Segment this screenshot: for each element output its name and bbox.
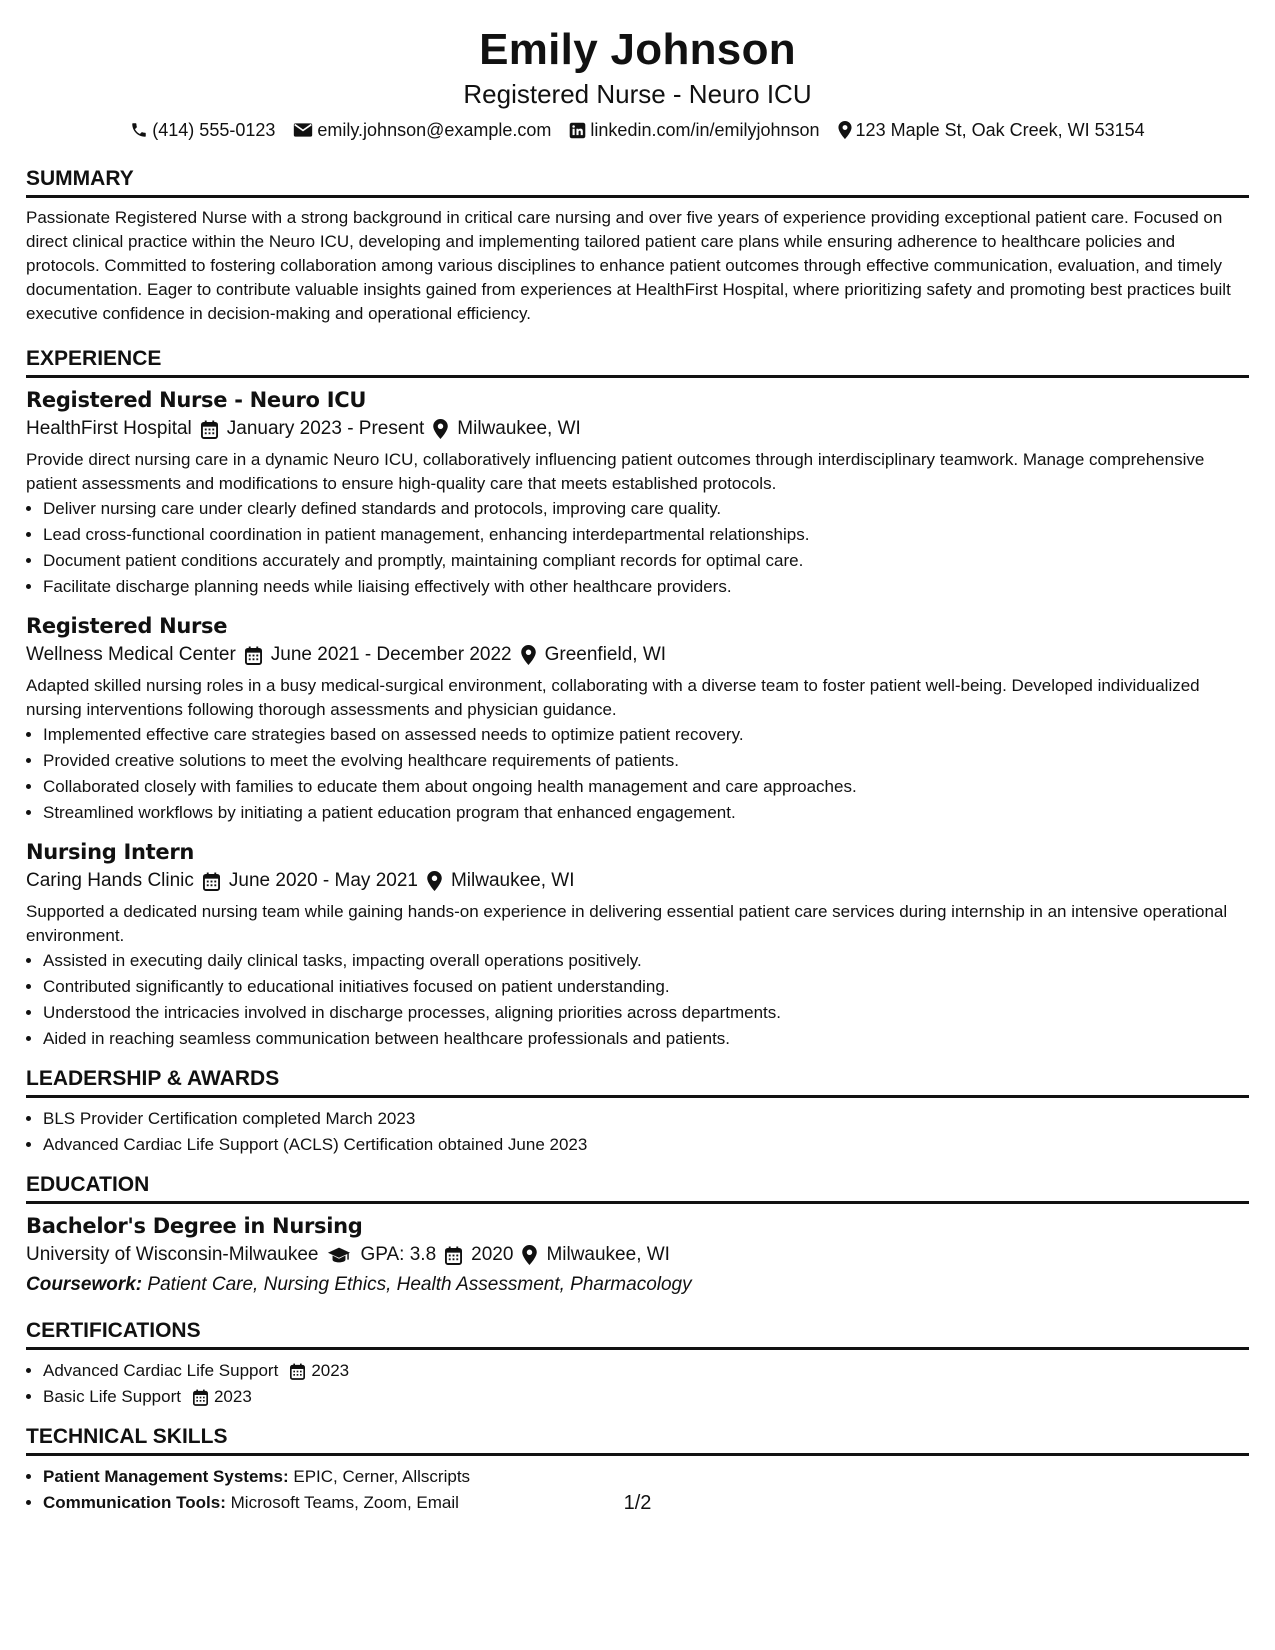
section-title-summary: SUMMARY bbox=[26, 166, 1249, 198]
map-pin-icon bbox=[427, 871, 442, 891]
job-location: Milwaukee, WI bbox=[450, 870, 575, 891]
job-meta bbox=[26, 866, 1249, 896]
job-description: Provide direct nursing care in a dynamic Neuro ICU, collaboratively influencing patient outcomes through interdisciplinary teamwork. Manage comprehensive patient assessments and modifications to ensure high-quality care that meets established protocols. bbox=[26, 450, 1205, 493]
job-bullets bbox=[26, 496, 1249, 600]
section-title-certifications: CERTIFICATIONS bbox=[26, 1318, 1249, 1350]
gpa-text: GPA: 3.8 bbox=[360, 1244, 437, 1265]
job-bullets bbox=[26, 722, 1249, 826]
list-item: • Facilitate discharge planning needs while liaising effectively with other healthcare providers. bbox=[43, 574, 1249, 600]
contact-linkedin[interactable] bbox=[569, 118, 819, 142]
coursework-label: Coursework: bbox=[26, 1274, 143, 1295]
list-item: • BLS Provider Certification completed March 2023 bbox=[43, 1106, 1249, 1132]
job-title: Registered Nurse - Neuro ICU bbox=[26, 388, 367, 412]
calendar-icon bbox=[203, 872, 220, 891]
address-text: 123 Maple St, Oak Creek, WI 53154 bbox=[855, 120, 1145, 140]
graduation-year: 2020 bbox=[471, 1244, 514, 1265]
summary-section bbox=[26, 166, 1249, 326]
list-item bbox=[43, 1464, 1249, 1490]
contact-bar bbox=[0, 118, 1275, 142]
linkedin-icon bbox=[569, 122, 586, 139]
linkedin-text[interactable]: linkedin.com/in/emilyjohnson bbox=[590, 120, 820, 140]
candidate-name: Emily Johnson bbox=[479, 25, 796, 74]
job-description: Supported a dedicated nursing team while gaining hands-on experience in delivering essential patient care services during internship in an intensive operational environment. bbox=[26, 902, 1228, 945]
map-pin-icon bbox=[522, 1245, 537, 1265]
job-description: Adapted skilled nursing roles in a busy medical-surgical environment, collaborating with a diverse team to foster patient well-being. Developed individualized nursing interventions following thorough assessments and physician guidance. bbox=[26, 676, 1200, 719]
candidate-headline: Registered Nurse - Neuro ICU bbox=[463, 79, 812, 109]
calendar-icon bbox=[201, 420, 218, 439]
list-item: • Contributed significantly to educational initiatives focused on patient understanding. bbox=[43, 974, 1249, 1000]
employer-name: Caring Hands Clinic bbox=[26, 870, 194, 891]
awards-section bbox=[26, 1066, 1249, 1158]
email-text[interactable]: emily.johnson@example.com bbox=[317, 120, 552, 140]
job-title: Nursing Intern bbox=[26, 840, 195, 864]
list-item: • Aided in reaching seamless communication between healthcare professionals and patients. bbox=[43, 1026, 1249, 1052]
school-location: Milwaukee, WI bbox=[546, 1244, 670, 1265]
coursework-text: Patient Care, Nursing Ethics, Health Assessment, Pharmacology bbox=[147, 1274, 692, 1295]
list-item: • Assisted in executing daily clinical tasks, impacting overall operations positively. bbox=[43, 948, 1249, 974]
calendar-icon bbox=[290, 1363, 305, 1380]
phone-icon bbox=[130, 121, 148, 139]
list-item: • Streamlined workflows by initiating a patient education program that enhanced engagement. bbox=[43, 800, 1249, 826]
summary-text: Passionate Registered Nurse with a strong background in critical care nursing and over five years of experience providing exceptional patient care. Focused on direct clinical practice within the Neuro ICU, developing and implementing tailored patient care plans while ensuring adherence to healthcare policies and protocols. Committed to fostering collaboration among various disciplines to enhance patient outcomes through effective communication, evaluation, and timely documentation. Eager to contribute valuable insights gained from experiences at HealthFirst Hospital, where prioritizing safety and promoting best practices built executive confidence in decision-making and operational efficiency. bbox=[26, 208, 1231, 323]
contact-phone bbox=[130, 118, 275, 142]
job-bullets bbox=[26, 948, 1249, 1052]
list-item: • Deliver nursing care under clearly defined standards and protocols, improving care quality. bbox=[43, 496, 1249, 522]
job-dates: January 2023 - Present bbox=[226, 418, 425, 439]
job-location: Greenfield, WI bbox=[544, 644, 667, 665]
experience-section bbox=[26, 346, 1249, 1052]
experience-entry bbox=[26, 612, 1249, 826]
cert-year: 2023 bbox=[311, 1361, 350, 1380]
job-title: Registered Nurse bbox=[26, 614, 228, 638]
coursework-line bbox=[26, 1270, 1249, 1300]
degree-title: Bachelor's Degree in Nursing bbox=[26, 1214, 363, 1238]
experience-entry bbox=[26, 386, 1249, 600]
job-dates: June 2021 - December 2022 bbox=[270, 644, 512, 665]
page-number: 1/2 bbox=[623, 1492, 652, 1514]
phone-text: (414) 555-0123 bbox=[152, 120, 276, 140]
list-item: • Document patient conditions accurately and promptly, maintaining compliant records for optimal care. bbox=[43, 548, 1249, 574]
list-item: • Implemented effective care strategies based on assessed needs to optimize patient recovery. bbox=[43, 722, 1249, 748]
list-item bbox=[43, 1358, 1249, 1384]
skill-label: Communication Tools: bbox=[43, 1493, 226, 1512]
school-name: University of Wisconsin-Milwaukee bbox=[26, 1244, 319, 1265]
certifications-list bbox=[26, 1358, 1249, 1410]
skill-label: Patient Management Systems: bbox=[43, 1467, 289, 1486]
map-pin-icon bbox=[838, 121, 852, 139]
cert-name: • Advanced Cardiac Life Support bbox=[43, 1361, 279, 1380]
section-title-skills: TECHNICAL SKILLS bbox=[26, 1424, 1249, 1456]
list-item: • Advanced Cardiac Life Support (ACLS) Certification obtained June 2023 bbox=[43, 1132, 1249, 1158]
cert-year: 2023 bbox=[213, 1387, 252, 1406]
calendar-icon bbox=[445, 1246, 462, 1265]
awards-list bbox=[26, 1106, 1249, 1158]
section-title-education: EDUCATION bbox=[26, 1172, 1249, 1204]
resume-header bbox=[0, 0, 1275, 142]
certifications-section bbox=[26, 1318, 1249, 1410]
list-item bbox=[43, 1384, 1249, 1410]
section-title-experience: EXPERIENCE bbox=[26, 346, 1249, 378]
map-pin-icon bbox=[521, 645, 536, 665]
employer-name: HealthFirst Hospital bbox=[26, 418, 192, 439]
employer-name: Wellness Medical Center bbox=[26, 644, 236, 665]
job-dates: June 2020 - May 2021 bbox=[228, 870, 418, 891]
list-item: • Understood the intricacies involved in discharge processes, aligning priorities across departments. bbox=[43, 1000, 1249, 1026]
experience-entry bbox=[26, 838, 1249, 1052]
map-pin-icon bbox=[433, 419, 448, 439]
job-location: Milwaukee, WI bbox=[457, 418, 581, 439]
list-item: • Lead cross-functional coordination in patient management, enhancing interdepartmental relationships. bbox=[43, 522, 1249, 548]
list-item: • Collaborated closely with families to educate them about ongoing health management and care approaches. bbox=[43, 774, 1249, 800]
contact-email[interactable] bbox=[293, 118, 551, 142]
envelope-icon bbox=[293, 122, 313, 138]
job-meta bbox=[26, 414, 1249, 444]
contact-address bbox=[838, 118, 1145, 142]
section-title-awards: LEADERSHIP & AWARDS bbox=[26, 1066, 1249, 1098]
skill-value: EPIC, Cerner, Allscripts bbox=[293, 1467, 471, 1486]
education-meta bbox=[26, 1240, 1249, 1270]
list-item: • Provided creative solutions to meet the evolving healthcare requirements of patients. bbox=[43, 748, 1249, 774]
job-meta bbox=[26, 640, 1249, 670]
skill-value: Microsoft Teams, Zoom, Email bbox=[230, 1493, 459, 1512]
calendar-icon bbox=[245, 646, 262, 665]
resume-body bbox=[26, 166, 1249, 1530]
education-section bbox=[26, 1172, 1249, 1300]
cert-name: • Basic Life Support bbox=[43, 1387, 181, 1406]
calendar-icon bbox=[193, 1389, 208, 1406]
graduation-cap-icon bbox=[327, 1246, 351, 1264]
